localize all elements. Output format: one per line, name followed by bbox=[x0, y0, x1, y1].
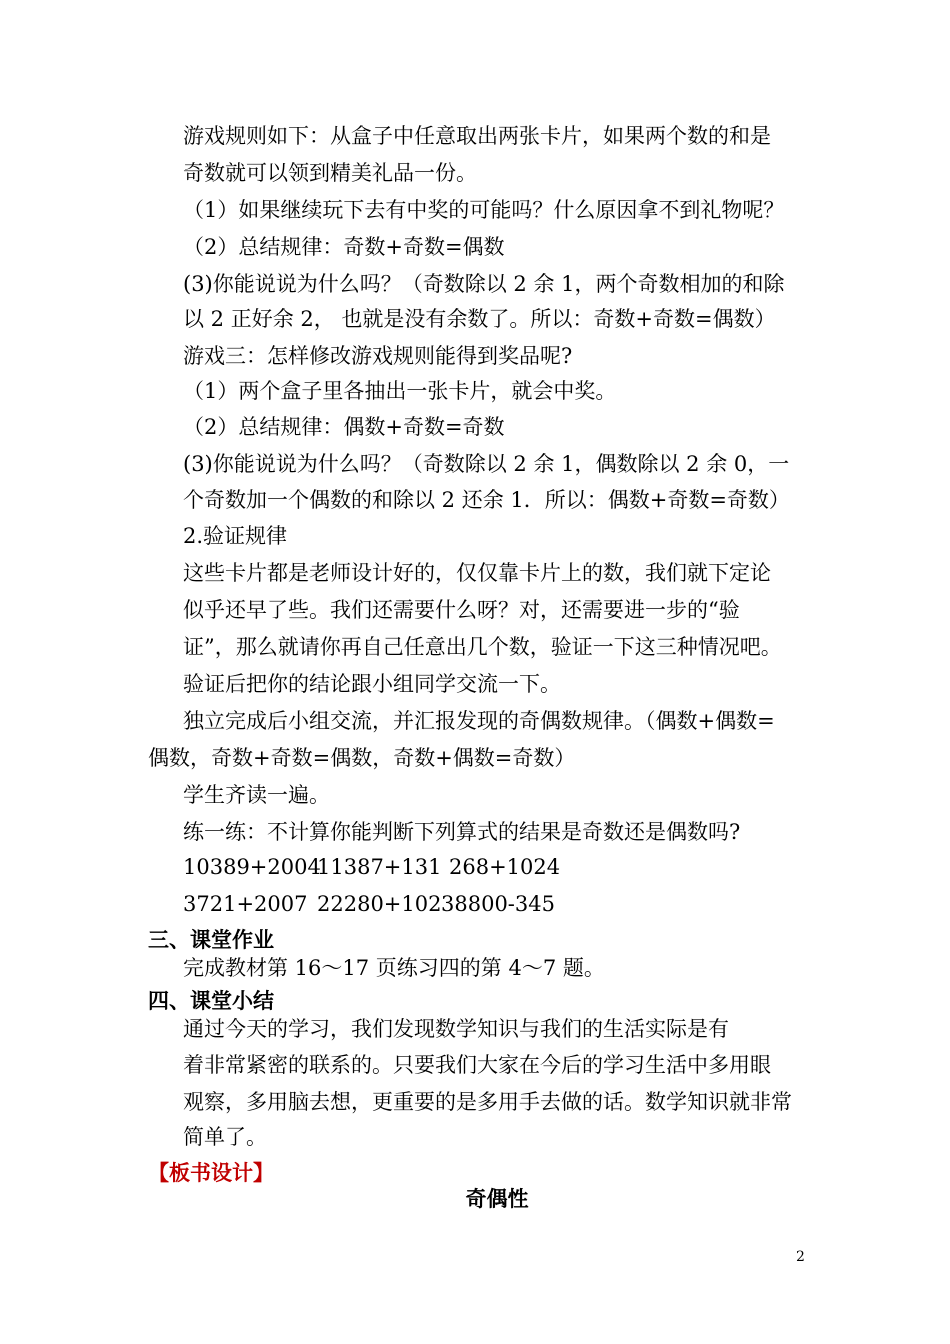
homework-text: 完成教材第 16～17 页练习四的第 4～7 题。 bbox=[183, 956, 605, 980]
summary-line: 简单了。 bbox=[183, 1125, 267, 1149]
board-title: 奇偶性 bbox=[465, 1187, 529, 1211]
paragraph-line: 以 2 正好余 2， 也就是没有余数了。所以：奇数+奇数=偶数） bbox=[183, 307, 776, 331]
summary-line: 观察，多用脑去想，更重要的是多用手去做的话。数学知识就非常 bbox=[183, 1090, 792, 1114]
paragraph-line: （1）两个盒子里各抽出一张卡片，就会中奖。 bbox=[183, 379, 617, 403]
paragraph-line: 奇数就可以领到精美礼品一份。 bbox=[183, 161, 477, 185]
page-number: 2 bbox=[796, 1249, 805, 1265]
section-heading-homework: 三、课堂作业 bbox=[148, 928, 274, 952]
paragraph-line: (3)你能说说为什么吗？（奇数除以 2 余 1，偶数除以 2 余 0，一 bbox=[183, 452, 790, 476]
paragraph-line: (3)你能说说为什么吗？（奇数除以 2 余 1，两个奇数相加的和除 bbox=[183, 272, 785, 296]
paragraph-line: 个奇数加一个偶数的和除以 2 还余 1．所以：偶数+奇数=奇数） bbox=[183, 488, 790, 512]
exercise-expression: 3721+2007 bbox=[183, 892, 308, 916]
paragraph-line: 这些卡片都是老师设计好的，仅仅靠卡片上的数，我们就下定论 bbox=[183, 561, 771, 585]
paragraph-line: 偶数，奇数+奇数=偶数，奇数+偶数=奇数） bbox=[148, 746, 576, 770]
exercise-expression: 268+1024 bbox=[449, 855, 561, 879]
exercise-row bbox=[183, 852, 560, 882]
exercise-row bbox=[183, 889, 555, 919]
paragraph-line: （2）总结规律：偶数+奇数=奇数 bbox=[183, 415, 505, 439]
paragraph-line: 独立完成后小组交流，并汇报发现的奇偶数规律。（偶数+偶数= bbox=[183, 709, 775, 733]
paragraph-line: 似乎还早了些。我们还需要什么呀？对，还需要进一步的“验 bbox=[183, 598, 740, 622]
exercise-expression: 11387+131 bbox=[317, 855, 442, 879]
paragraph-line: （1）如果继续玩下去有中奖的可能吗？什么原因拿不到礼物呢？ bbox=[183, 198, 785, 222]
board-design-label: 【板书设计】 bbox=[148, 1161, 274, 1185]
summary-line: 通过今天的学习，我们发现数学知识与我们的生活实际是有 bbox=[183, 1017, 729, 1041]
paragraph-line: 证”，那么就请你再自己任意出几个数，验证一下这三种情况吧。 bbox=[183, 635, 782, 659]
paragraph-line: 学生齐读一遍。 bbox=[183, 783, 330, 807]
section-subheading: 2.验证规律 bbox=[183, 524, 288, 548]
paragraph-line: （2）总结规律：奇数+奇数=偶数 bbox=[183, 235, 505, 259]
summary-line: 着非常紧密的联系的。只要我们大家在今后的学习生活中多用眼 bbox=[183, 1053, 771, 1077]
paragraph-line: 练一练：不计算你能判断下列算式的结果是奇数还是偶数吗? bbox=[183, 820, 741, 844]
paragraph-line: 游戏三：怎样修改游戏规则能得到奖品呢? bbox=[183, 344, 573, 368]
paragraph-line: 游戏规则如下：从盒子中任意取出两张卡片，如果两个数的和是 bbox=[183, 124, 771, 148]
paragraph-line: 验证后把你的结论跟小组同学交流一下。 bbox=[183, 672, 561, 696]
section-heading-summary: 四、课堂小结 bbox=[148, 989, 274, 1013]
exercise-expression: 22280+102 bbox=[317, 892, 442, 916]
exercise-expression: 10389+2004 bbox=[183, 855, 321, 879]
exercise-expression: 38800-345 bbox=[441, 892, 555, 916]
